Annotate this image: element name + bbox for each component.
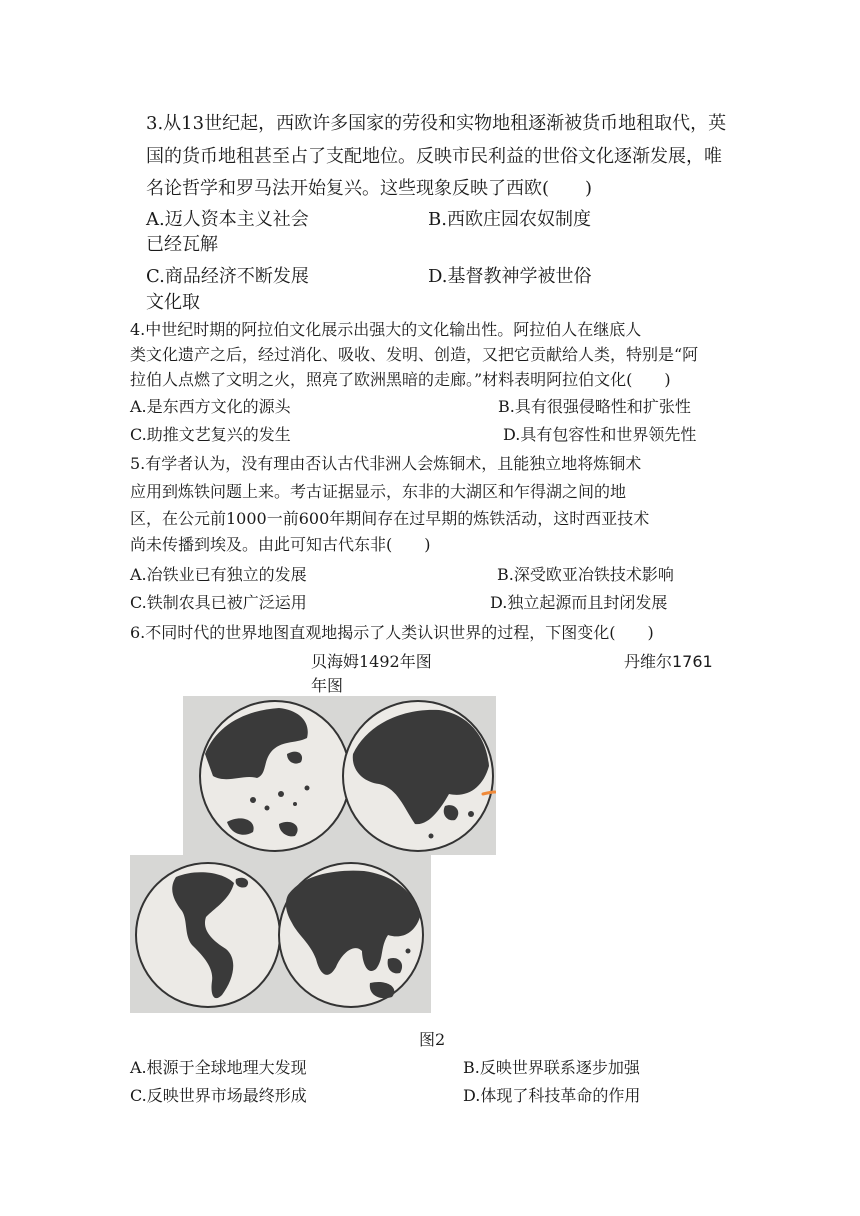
danville-1761-world-map <box>130 855 431 1013</box>
q5-option-c: C.铁制农具已被广泛运用 <box>130 593 307 612</box>
q3-option-a: A.迈人资本主义社会 <box>146 209 309 230</box>
q5-stem-line-1: 5.有学者认为，没有理由否认古代非洲人会炼铜术，且能独立地将炼铜术 <box>130 454 642 473</box>
q6-option-d: D.体现了科技革命的作用 <box>463 1086 641 1105</box>
q4-option-b: B.具有很强侵略性和扩张性 <box>498 397 691 416</box>
q4-stem-line-3: 拉伯人点燃了文明之火，照亮了欧洲黑暗的走廊。”材料表明阿拉伯文化( ) <box>130 370 671 389</box>
q5-option-a: A.冶铁业已有独立的发展 <box>130 565 307 584</box>
q3-option-c-wrap: 文化取 <box>146 292 200 313</box>
figure-caption: 图2 <box>419 1030 446 1049</box>
q3-stem-line-2: 国的货币地租甚至占了支配地位。反映市民利益的世俗文化逐渐发展，唯 <box>146 146 722 167</box>
q3-option-a-wrap: 已经瓦解 <box>146 234 218 255</box>
q4-option-a: A.是东西方文化的源头 <box>130 397 291 416</box>
q3-option-d: D.基督教神学被世俗 <box>428 266 592 287</box>
q3-stem-line-1: 3.从13世纪起，西欧许多国家的劳役和实物地租逐渐被货币地租取代，英 <box>146 113 727 134</box>
q5-option-d: D.独立起源而且封闭发展 <box>490 593 668 612</box>
q3-stem-line-3: 名论哲学和罗马法开始复兴。这些现象反映了西欧( ) <box>146 178 593 199</box>
q6-option-b: B.反映世界联系逐步加强 <box>463 1058 640 1077</box>
q6-option-a: A.根源于全球地理大发现 <box>130 1058 307 1077</box>
q5-stem-line-2: 应用到炼铁问题上来。考古证据显示，东非的大湖区和乍得湖之间的地 <box>130 482 627 501</box>
q5-stem-line-4: 尚未传播到埃及。由此可知古代东非( ) <box>130 535 431 554</box>
q4-option-d: D.具有包容性和世界领先性 <box>503 425 697 444</box>
q6-stem: 6.不同时代的世界地图直观地揭示了人类认识世界的过程，下图变化( ) <box>130 623 654 642</box>
q4-option-c: C.助推文艺复兴的发生 <box>130 425 291 444</box>
q3-option-b: B.西欧庄园农奴制度 <box>428 209 591 230</box>
behaim-1492-world-map <box>183 696 496 855</box>
map-2-label: 丹维尔1761 <box>624 652 713 671</box>
q4-stem-line-1: 4.中世纪时期的阿拉伯文化展示出强大的文化输出性。阿拉伯人在继底人 <box>130 320 642 339</box>
q5-stem-line-3: 区，在公元前1000一前600年期间存在过早期的炼铁活动，这时西亚技术 <box>130 509 650 528</box>
q3-option-c: C.商品经济不断发展 <box>146 266 309 287</box>
map-1-label-wrap: 年图 <box>311 676 344 695</box>
q4-stem-line-2: 类文化遗产之后，经过消化、吸收、发明、创造，又把它贡献给人类，特别是“阿 <box>130 345 699 364</box>
q6-option-c: C.反映世界市场最终形成 <box>130 1086 307 1105</box>
q5-option-b: B.深受欧亚冶铁技术影响 <box>497 565 674 584</box>
map-1-label: 贝海姆1492年图 <box>311 652 432 671</box>
